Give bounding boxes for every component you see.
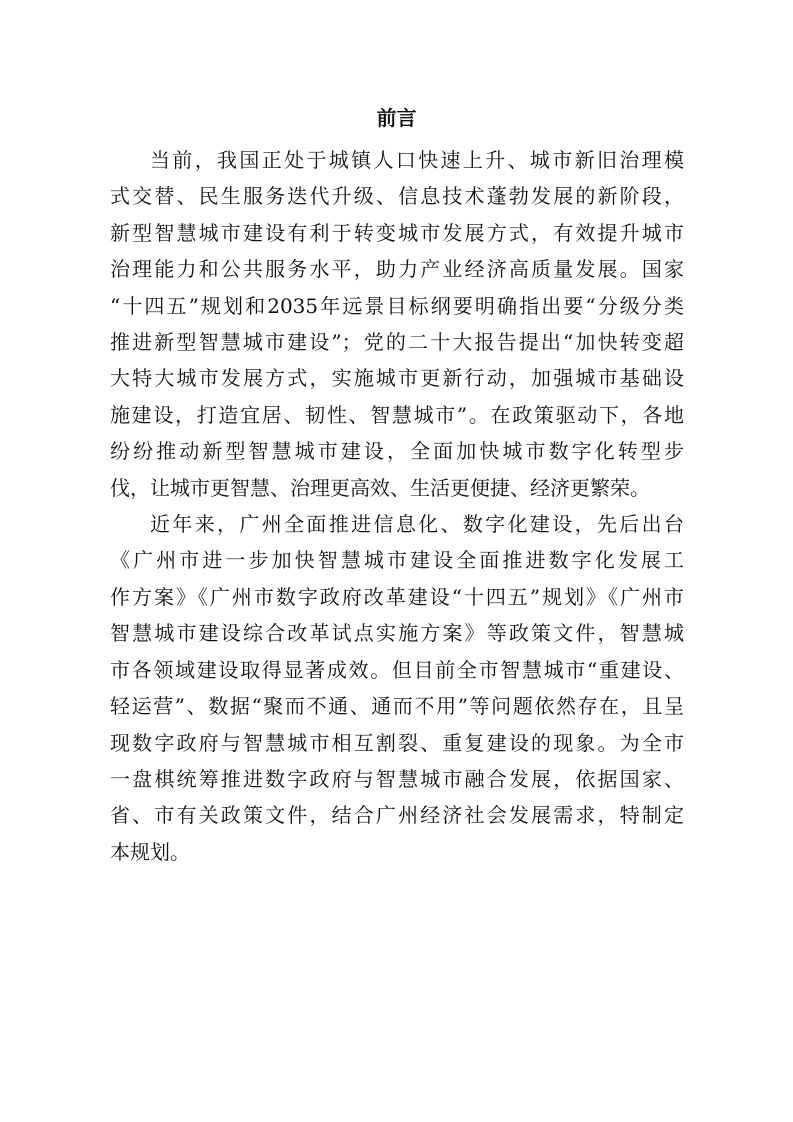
text-line: 伐，让城市更智慧、治理更高效、生活更便捷、经济更繁荣。 [110,475,650,500]
text-line: 一盘棋统筹推进数字政府与智慧城市融合发展，依据国家、 [110,766,684,791]
text-line: 大特大城市发展方式，实施城市更新行动，加强城市基础设 [110,366,684,391]
page-title: 前言 [376,106,417,130]
text-line: 轻运营”、数据“聚而不通、通而不用”等问题依然存在，且呈 [110,694,684,719]
text-line: 推进新型智慧城市建设”；党的二十大报告提出“加快转变超 [110,330,684,355]
text-line: 式交替、民生服务迭代升级、信息技术蓬勃发展的新阶段， [110,184,684,209]
text-line: 新型智慧城市建设有利于转变城市发展方式，有效提升城市 [110,220,684,245]
text-line: 现数字政府与智慧城市相互割裂、重复建设的现象。为全市 [110,730,684,755]
text-line: 当前，我国正处于城镇人口快速上升、城市新旧治理模 [150,148,684,172]
text-line: 治理能力和公共服务水平，助力产业经济高质量发展。国家 [110,257,684,282]
text-line: “十四五”规划和2035年远景目标纲要明确指出要“分级分类 [110,293,684,318]
paragraph-1 [110,142,684,506]
text-line: 《广州市进一步加快智慧城市建设全面推进数字化发展工 [110,548,684,573]
text-line: 作方案》《广州市数字政府改革建设“十四五”规划》《广州市 [110,584,684,609]
document-body [110,142,684,870]
text-line: 智慧城市建设综合改革试点实施方案》等政策文件，智慧城 [110,621,684,646]
text-line: 省、市有关政策文件，结合广州经济社会发展需求，特制定 [110,803,684,828]
text-line: 市各领域建设取得显著成效。但目前全市智慧城市“重建设、 [110,657,684,682]
text-line: 施建设，打造宜居、韧性、智慧城市”。在政策驱动下，各地 [110,402,684,427]
paragraph-2 [110,506,684,870]
text-line: 纷纷推动新型智慧城市建设，全面加快城市数字化转型步 [110,439,684,464]
text-line: 本规划。 [110,839,190,864]
text-line: 近年来，广州全面推进信息化、数字化建设，先后出台 [150,512,684,537]
